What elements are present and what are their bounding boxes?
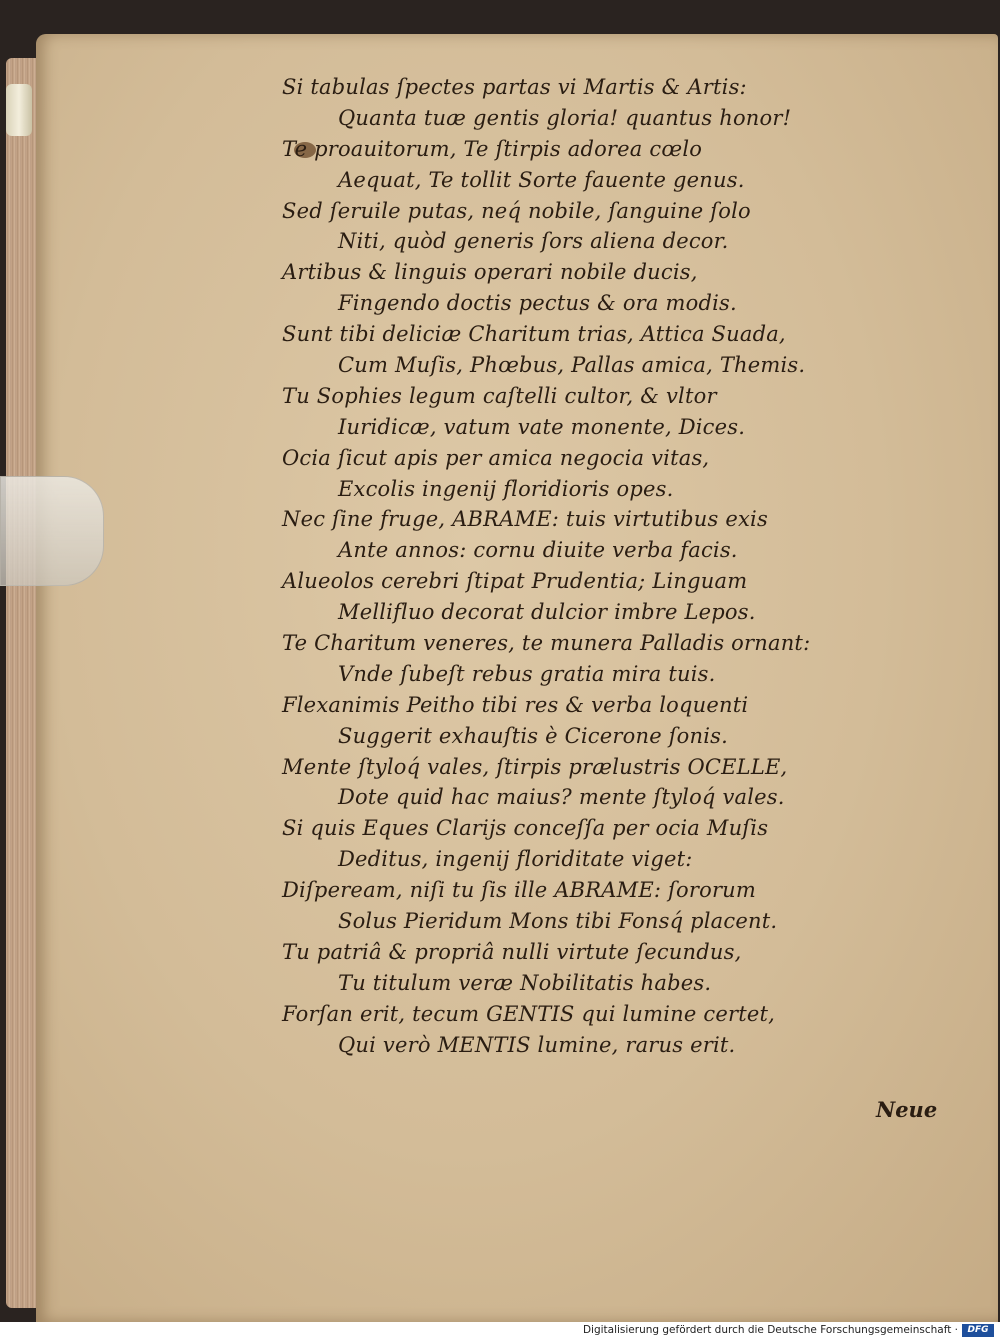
verse-line: Dote quid hac maius? mente ſtyloq́ vales. xyxy=(338,785,785,810)
verse-line: Sed ſeruile putas, neq́ nobile, ſanguine ſolo xyxy=(282,198,751,223)
verse-line: Tu titulum veræ Nobilitatis habes. xyxy=(338,970,712,995)
verse-line: Deditus, ingenij floriditate viget: xyxy=(338,847,693,872)
verse-line: Tu Sophies legum caſtelli cultor, & vltor xyxy=(282,383,717,408)
verse-line: Qui verò MENTIS lumine, rarus erit. xyxy=(338,1032,736,1057)
verse-line: Mellifluo decorat dulcior imbre Lepos. xyxy=(338,600,756,625)
verse-line: Excolis ingenij floridioris opes. xyxy=(338,476,674,501)
verse-line: Aequat, Te tollit Sorte fauente genus. xyxy=(338,167,745,192)
verse-line: Fingendo doctis pectus & ora modis. xyxy=(338,291,737,316)
verse-line: Te proauitorum, Te ſtirpis adorea cœlo xyxy=(282,136,703,161)
verse-line: Niti, quòd generis ſors aliena decor. xyxy=(338,229,729,254)
verse-line: Nec ſine fruge, ABRAME: tuis virtutibus exis xyxy=(282,507,768,532)
verse-line: Te Charitum veneres, te munera Palladis ornant: xyxy=(282,631,811,656)
verse-line: Quanta tuæ gentis gloria! quantus honor! xyxy=(338,105,792,130)
verse-line: Ocia ſicut apis per amica negocia vitas, xyxy=(282,445,710,470)
verse-line: Vnde ſubeſt rebus gratia mira tuis. xyxy=(338,661,716,686)
verse-line: Artibus & linguis operari nobile ducis, xyxy=(282,260,698,285)
verse-line: Iuridicæ, vatum vate monente, Dices. xyxy=(338,414,746,439)
catchword: Neue xyxy=(876,1097,938,1122)
verse-line: Solus Pieridum Mons tibi Fonsq́ placent. xyxy=(338,909,778,934)
verse-line: Si tabulas ſpectes partas vi Martis & Artis: xyxy=(282,75,747,99)
verse-line: Tu patriâ & propriâ nulli virtute ſecundus, xyxy=(282,939,742,964)
verse-line: Mente ſtyloq́ vales, ſtirpis prælustris OCELLE, xyxy=(282,754,788,779)
dfg-logo: DFG xyxy=(962,1324,994,1337)
verse-line: Si quis Eques Clarijs conceſſa per ocia Muſis xyxy=(282,816,769,841)
digitization-credit: Digitalisierung gefördert durch die Deutsche Forschungsgemeinschaft · xyxy=(582,1324,958,1336)
verse-line: Diſpeream, niſi tu ſis ille ABRAME: ſororum xyxy=(282,878,757,903)
verse-line: Alueolos cerebri ſtipat Prudentia; Linguam xyxy=(282,569,748,594)
verse-line: Flexanimis Peitho tibi res & verba loquenti xyxy=(282,692,749,717)
page-clip xyxy=(0,476,104,586)
verse-line: Suggerit exhauſtis è Cicerone ſonis. xyxy=(338,723,729,748)
page-edges xyxy=(6,58,40,1308)
poem-text xyxy=(282,72,842,1061)
verse-line: Sunt tibi deliciæ Charitum trias, Attica Suada, xyxy=(282,322,786,347)
verse-line: Cum Muſis, Phœbus, Pallas amica, Themis. xyxy=(338,353,806,378)
bookmark-clip xyxy=(6,84,32,136)
verse-line: Forſan erit, tecum GENTIS qui lumine certet, xyxy=(282,1001,776,1026)
verse-line: Ante annos: cornu diuite verba facis. xyxy=(338,538,738,563)
